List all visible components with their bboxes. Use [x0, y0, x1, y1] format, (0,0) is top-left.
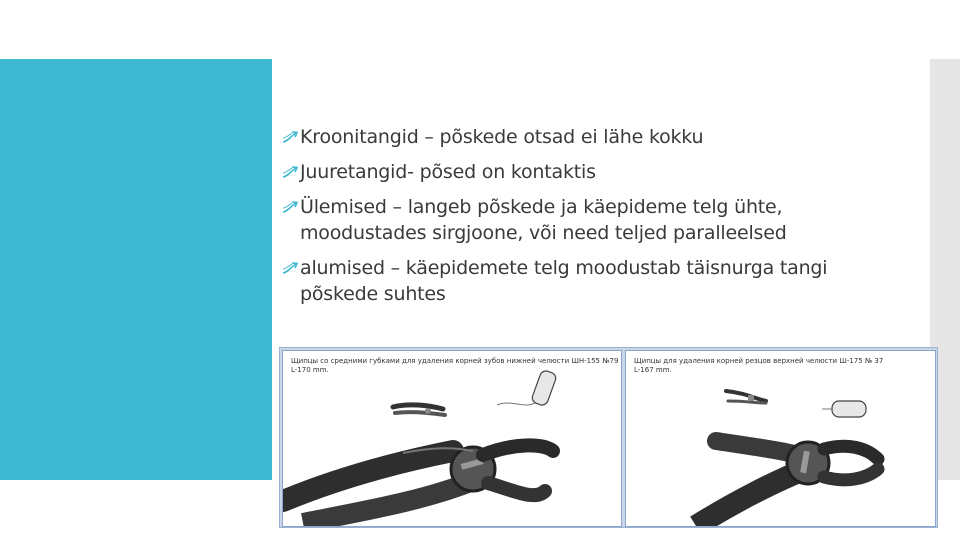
lower-forceps-illustration — [283, 351, 621, 526]
upper-forceps-illustration — [626, 351, 935, 526]
bullet-icon — [282, 261, 298, 275]
forceps-image-upper — [625, 350, 936, 527]
bullet-item — [282, 255, 842, 307]
bullet-list — [282, 124, 842, 316]
bullet-text: alumised – käepidemete telg moodustab täisnurga tangi põskede suhtes — [300, 257, 828, 305]
bullet-item — [282, 194, 842, 246]
bullet-icon — [282, 200, 298, 214]
bullet-text: Juuretangid- põsed on kontaktis — [300, 161, 596, 183]
bullet-item — [282, 159, 842, 185]
forceps-images — [279, 347, 938, 528]
accent-panel — [0, 59, 272, 480]
bullet-icon — [282, 165, 298, 179]
image-caption-right: Щипцы для удаления корней резцов верхней челюсти Ш-175 № 37 L-167 mm. — [634, 357, 884, 374]
bullet-text: Kroonitangid – põskede otsad ei lähe kokku — [300, 126, 704, 148]
forceps-image-lower — [282, 350, 622, 527]
bullet-text: Ülemised – langeb põskede ja käepideme telg ühte, moodustades sirgjoone, või need teljed paralleelsed — [300, 196, 787, 244]
image-caption-left: Щипцы со средними губками для удаления корней зубов нижней челюсти ШН-155 №79 L-170 mm. — [291, 357, 619, 374]
bullet-icon — [282, 130, 298, 144]
bullet-item — [282, 124, 842, 150]
